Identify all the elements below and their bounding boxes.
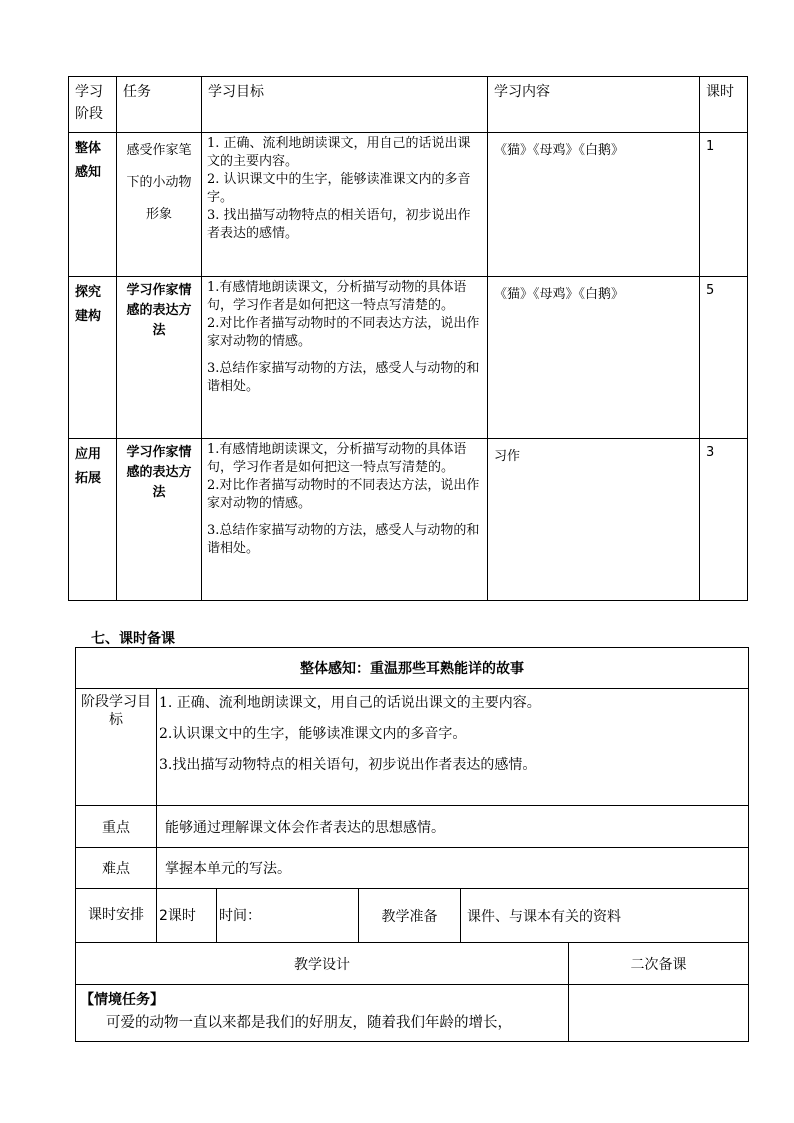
goal-item: 1.有感情地朗读课文，分析描写动物的具体语句，学习作者是如何把这一特点写清楚的。 <box>207 280 467 313</box>
content-cell: 《猫》《母鸡》《白鹅》 <box>488 133 700 277</box>
stage-cell: 整体感知 <box>69 133 117 277</box>
goal-item: 2.认识课文中的生字，能够读准课文内的多音字。 <box>159 726 467 742</box>
content-cell: 习作 <box>488 439 700 601</box>
header-task: 任务 <box>117 77 202 133</box>
key-point-label: 重点 <box>76 806 157 848</box>
task-cell: 感受作家笔下的小动物形象 <box>117 133 202 277</box>
header-goals: 学习目标 <box>202 77 488 133</box>
goals-cell <box>202 439 488 601</box>
design-label: 教学设计 <box>76 943 569 985</box>
key-point-text: 能够通过理解课文体会作者表达的思想感情。 <box>157 806 749 848</box>
time-label: 时间： <box>217 889 359 943</box>
content-cell: 《猫》《母鸡》《白鹅》 <box>488 277 700 439</box>
goal-item: 3.总结作家描写动物的方法，感受人与动物的和谐相处。 <box>207 523 480 556</box>
unit-plan-table <box>68 76 748 601</box>
scene-row <box>76 985 749 1042</box>
goal-item: 1. 正确、流利地朗读课文，用自己的话说出课文的主要内容。 <box>207 136 471 169</box>
task-cell: 学习作家情感的表达方法 <box>117 439 202 601</box>
goal-item: 1. 正确、流利地朗读课文，用自己的话说出课文的主要内容。 <box>159 695 541 711</box>
lesson-title-row <box>76 648 749 689</box>
design-header-row <box>76 943 749 985</box>
unit-plan-header-row <box>69 77 748 133</box>
schedule-label: 课时安排 <box>76 889 157 943</box>
prep-label: 教学准备 <box>359 889 461 943</box>
goal-item: 2.对比作者描写动物时的不同表达方法，说出作家对动物的情感。 <box>207 316 480 349</box>
header-content: 学习内容 <box>488 77 700 133</box>
hours-cell: 1 <box>700 133 748 277</box>
goals-label: 阶段学习目标 <box>76 689 157 806</box>
goals-cell <box>202 277 488 439</box>
task-cell: 学习作家情感的表达方法 <box>117 277 202 439</box>
scene-cell <box>76 985 569 1042</box>
goal-item: 3. 找出描写动物特点的相关语句，初步说出作者表达的感情。 <box>207 208 471 241</box>
header-stage: 学习阶段 <box>69 77 117 133</box>
section-title: 七、课时备课 <box>91 631 175 647</box>
stage-cell: 应用拓展 <box>69 439 117 601</box>
header-hours: 课时 <box>700 77 748 133</box>
table-row <box>69 133 748 277</box>
hours-cell: 3 <box>700 439 748 601</box>
goal-item: 2.对比作者描写动物时的不同表达方法，说出作家对动物的情感。 <box>207 478 480 511</box>
goals-cell <box>202 133 488 277</box>
second-prep-cell <box>569 985 749 1042</box>
goal-item: 2. 认识课文中的生字，能够读准课文内的多音字。 <box>207 172 471 205</box>
goals-list <box>157 689 749 806</box>
goal-item: 3.找出描写动物特点的相关语句，初步说出作者表达的感情。 <box>159 757 537 773</box>
scene-text: 可爱的动物一直以来都是我们的好朋友，随着我们年龄的增长， <box>106 1015 512 1031</box>
schedule-row <box>76 889 749 943</box>
scene-title: 【情境任务】 <box>80 992 164 1008</box>
second-prep-label: 二次备课 <box>569 943 749 985</box>
goal-item: 1.有感情地朗读课文，分析描写动物的具体语句，学习作者是如何把这一特点写清楚的。 <box>207 442 467 475</box>
difficulty-label: 难点 <box>76 848 157 889</box>
difficulty-text: 掌握本单元的写法。 <box>157 848 749 889</box>
table-row <box>69 277 748 439</box>
lesson-title: 整体感知：重温那些耳熟能详的故事 <box>76 648 749 689</box>
goal-item: 3.总结作家描写动物的方法，感受人与动物的和谐相处。 <box>207 361 480 394</box>
hours-cell: 5 <box>700 277 748 439</box>
goals-row <box>76 689 749 806</box>
table-row <box>69 439 748 601</box>
difficulty-row <box>76 848 749 889</box>
prep-text: 课件、与课本有关的资料 <box>461 889 749 943</box>
lesson-plan-table <box>75 647 749 1042</box>
stage-cell: 探究建构 <box>69 277 117 439</box>
schedule-hours: 2课时 <box>157 889 217 943</box>
key-point-row <box>76 806 749 848</box>
